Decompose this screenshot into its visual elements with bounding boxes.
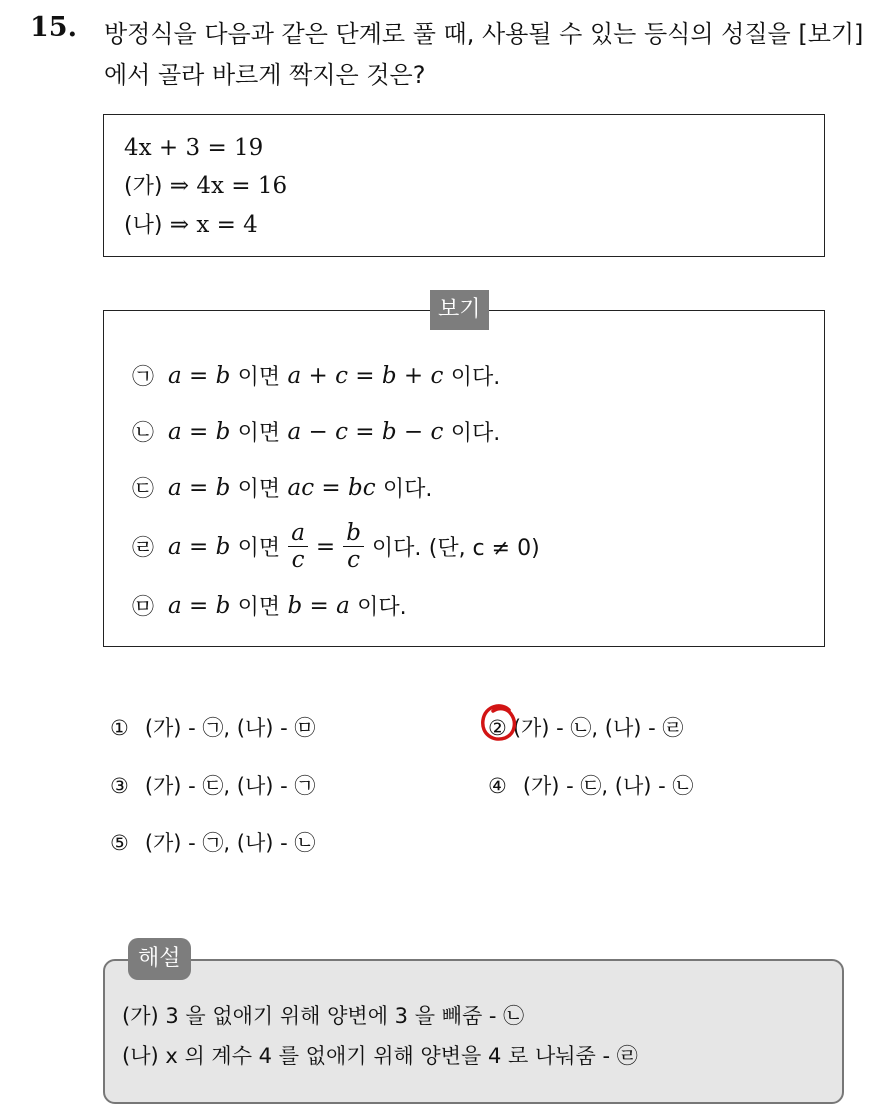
- bogi-marker: ㉠: [132, 365, 155, 390]
- equation-box: [103, 114, 825, 257]
- choice-text: (가) - ㉠, (나) - ㉤: [144, 716, 316, 740]
- fraction-b-over-c: [343, 520, 364, 573]
- bogi-imyeon: 이면: [237, 536, 281, 561]
- question-text: 방정식을 다음과 같은 단계로 풀 때, 사용될 수 있는 등식의 성질을 [보기]에서 골라 바르게 짝지은 것은?: [104, 20, 864, 89]
- fraction-numerator: a: [288, 520, 308, 547]
- bogi-item-2: [132, 416, 500, 447]
- bogi-marker: ㉢: [132, 477, 155, 502]
- solution-line-2: (나) x 의 계수 4 를 없애기 위해 양변을 4 로 나눠줌 - ㉣: [122, 1044, 638, 1068]
- bogi-item-1: [132, 360, 500, 391]
- solution-tag: 해설: [128, 938, 191, 980]
- step-na-label: (나): [124, 213, 163, 238]
- solution-line-1: (가) 3 을 없애기 위해 양변에 3 을 빼줌 - ㉡: [122, 1004, 525, 1028]
- solution-box: [103, 959, 844, 1104]
- choice-text: (가) - ㉡, (나) - ㉣: [512, 716, 684, 740]
- bogi-imyeon: 이면: [237, 421, 281, 446]
- fraction-a-over-c: [288, 520, 308, 573]
- bogi-expr: a − c = b − c: [287, 418, 444, 445]
- choice-number: ④: [488, 774, 507, 798]
- equation-line-3: [124, 206, 824, 245]
- equation-line-1: 4x + 3 = 19: [124, 135, 264, 161]
- bogi-item-3: [132, 472, 432, 503]
- choice-4[interactable]: [488, 770, 693, 800]
- answer-circle-mark: [479, 702, 519, 744]
- bogi-tag: 보기: [430, 290, 489, 330]
- question-number: 15.: [30, 12, 77, 43]
- choice-number: ②: [488, 716, 507, 740]
- choice-1[interactable]: [110, 712, 315, 742]
- fraction-denominator: c: [291, 547, 305, 573]
- bogi-ida: 이다.: [382, 477, 433, 502]
- bogi-expr: b = a: [287, 592, 350, 619]
- bogi-cond: a = b: [168, 418, 231, 445]
- step-ga-equation: ⇒ 4x = 16: [169, 173, 288, 199]
- bogi-expr: ac = bc: [287, 474, 376, 501]
- step-na-equation: ⇒ x = 4: [169, 212, 258, 238]
- bogi-marker: ㉤: [132, 595, 155, 620]
- bogi-marker: ㉣: [132, 536, 155, 561]
- choice-number: ⑤: [110, 831, 129, 855]
- bogi-cond: a = b: [168, 592, 231, 619]
- step-ga-label: (가): [124, 174, 163, 199]
- bogi-marker: ㉡: [132, 421, 155, 446]
- bogi-item-4: [132, 520, 540, 573]
- fraction-denominator: c: [347, 547, 360, 573]
- choice-text: (가) - ㉠, (나) - ㉡: [144, 831, 316, 855]
- bogi-imyeon: 이면: [237, 477, 281, 502]
- bogi-cond: a = b: [168, 474, 231, 501]
- fraction-numerator: b: [343, 520, 364, 547]
- choice-3[interactable]: [110, 770, 315, 800]
- choice-number: ①: [110, 716, 129, 740]
- choice-text: (가) - ㉢, (나) - ㉡: [522, 774, 694, 798]
- bogi-expr: a + c = b + c: [287, 362, 444, 389]
- bogi-condition-note: (단, c ≠ 0): [428, 536, 540, 561]
- bogi-ida: 이다.: [357, 595, 407, 620]
- bogi-ida: 이다.: [450, 365, 501, 390]
- bogi-imyeon: 이면: [237, 365, 281, 390]
- bogi-imyeon: 이면: [237, 595, 281, 620]
- choice-text: (가) - ㉢, (나) - ㉠: [144, 774, 316, 798]
- fraction-equals: =: [315, 533, 336, 560]
- bogi-cond: a = b: [168, 533, 231, 560]
- bogi-ida: 이다.: [371, 536, 422, 561]
- bogi-item-5: [132, 590, 407, 621]
- equation-line-2: [124, 167, 824, 206]
- bogi-ida: 이다.: [450, 421, 501, 446]
- choice-number: ③: [110, 774, 129, 798]
- choice-5[interactable]: [110, 827, 315, 857]
- bogi-cond: a = b: [168, 362, 231, 389]
